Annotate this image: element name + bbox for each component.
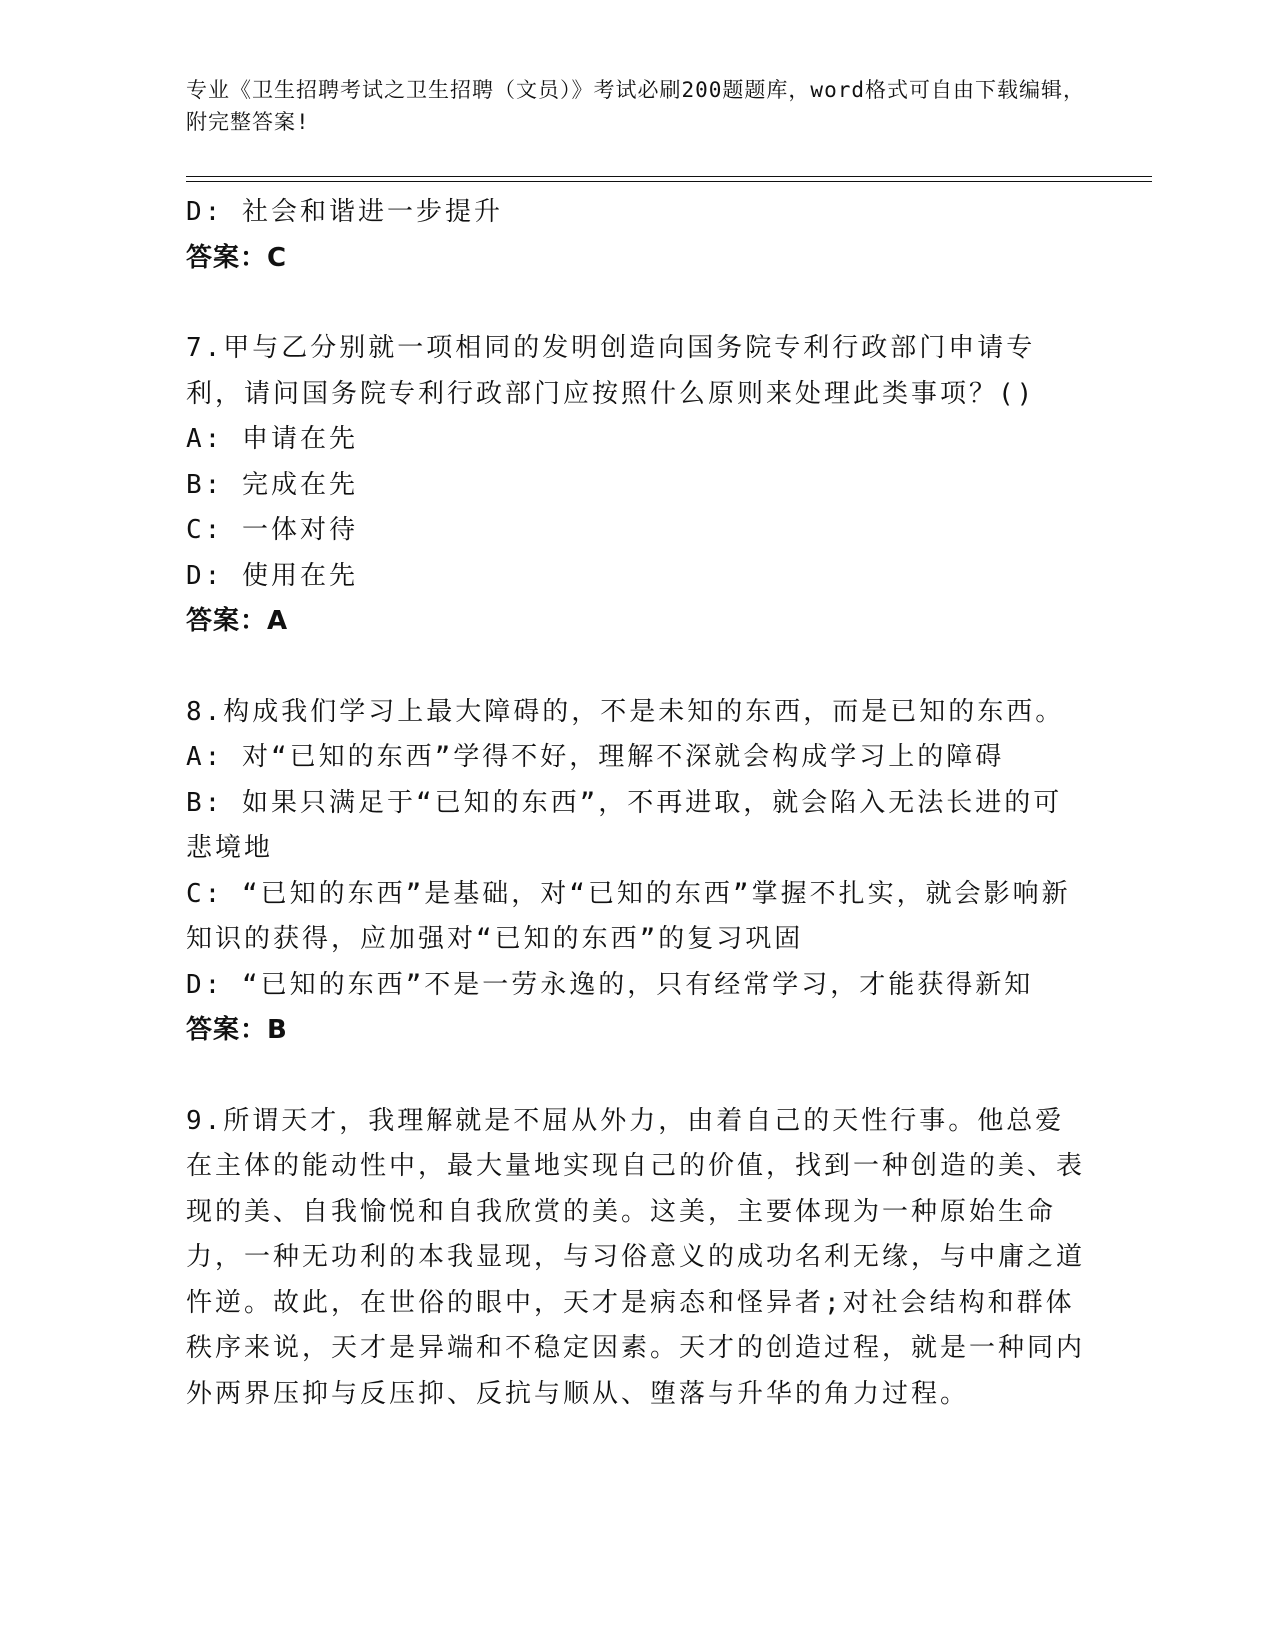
document-header: 专业《卫生招聘考试之卫生招聘（文员）》考试必刷200题题库，word格式可自由下载编辑，附完整答案!	[186, 78, 1085, 134]
question-8	[186, 690, 1086, 1054]
question-stem: 8.构成我们学习上最大障碍的，不是未知的东西，而是已知的东西。	[186, 696, 1065, 727]
prev-question-answer: 答案：C	[186, 242, 288, 273]
option-c: C: “已知的东西”是基础，对“已知的东西”掌握不扎实，就会影响新知识的获得，应加强对“已知的东西”的复习巩固	[186, 878, 1071, 954]
question-gap	[186, 645, 1086, 690]
question-9	[186, 1099, 1086, 1418]
option-d: D: 使用在先	[186, 560, 358, 591]
question-gap	[186, 1054, 1086, 1099]
option-a: A: 对“已知的东西”学得不好，理解不深就会构成学习上的障碍	[186, 742, 1005, 772]
option-b: B: 完成在先	[186, 469, 358, 500]
question-answer: 答案：A	[186, 606, 289, 636]
prev-question-option-d: D: 社会和谐进一步提升	[186, 197, 503, 227]
question-gap	[186, 281, 1086, 326]
document-body	[186, 190, 1086, 1417]
option-a: A: 申请在先	[186, 424, 358, 454]
option-c: C: 一体对待	[186, 515, 358, 545]
option-b: B: 如果只满足于“已知的东西”，不再进取，就会陷入无法长进的可悲境地	[186, 787, 1063, 863]
question-stem: 9.所谓天才，我理解就是不屈从外力，由着自己的天性行事。他总爱在主体的能动性中，最大量地实现自己的价值，找到一种创造的美、表现的美、自我愉悦和自我欣赏的美。这美，主要体现为一种原始生命力，一种无功利的本我显现，与习俗意义的成功名利无缘，与中庸之道忤逆。故此，在世俗的眼中，天才是病态和怪异者;对社会结构和群体秩序来说，天才是异端和不稳定因素。天才的创造过程，就是一种同内外两界压抑与反压抑、反抗与顺从、堕落与升华的角力过程。	[186, 1105, 1086, 1409]
question-7	[186, 326, 1086, 645]
header-divider-bottom	[186, 181, 1152, 182]
header-divider-top	[186, 176, 1152, 177]
question-answer: 答案：B	[186, 1015, 288, 1045]
option-d: D: “已知的东西”不是一劳永逸的，只有经常学习，才能获得新知	[186, 969, 1034, 1000]
question-stem: 7.甲与乙分别就一项相同的发明创造向国务院专利行政部门申请专利，请问国务院专利行政部门应按照什么原则来处理此类事项？()	[186, 333, 1036, 409]
